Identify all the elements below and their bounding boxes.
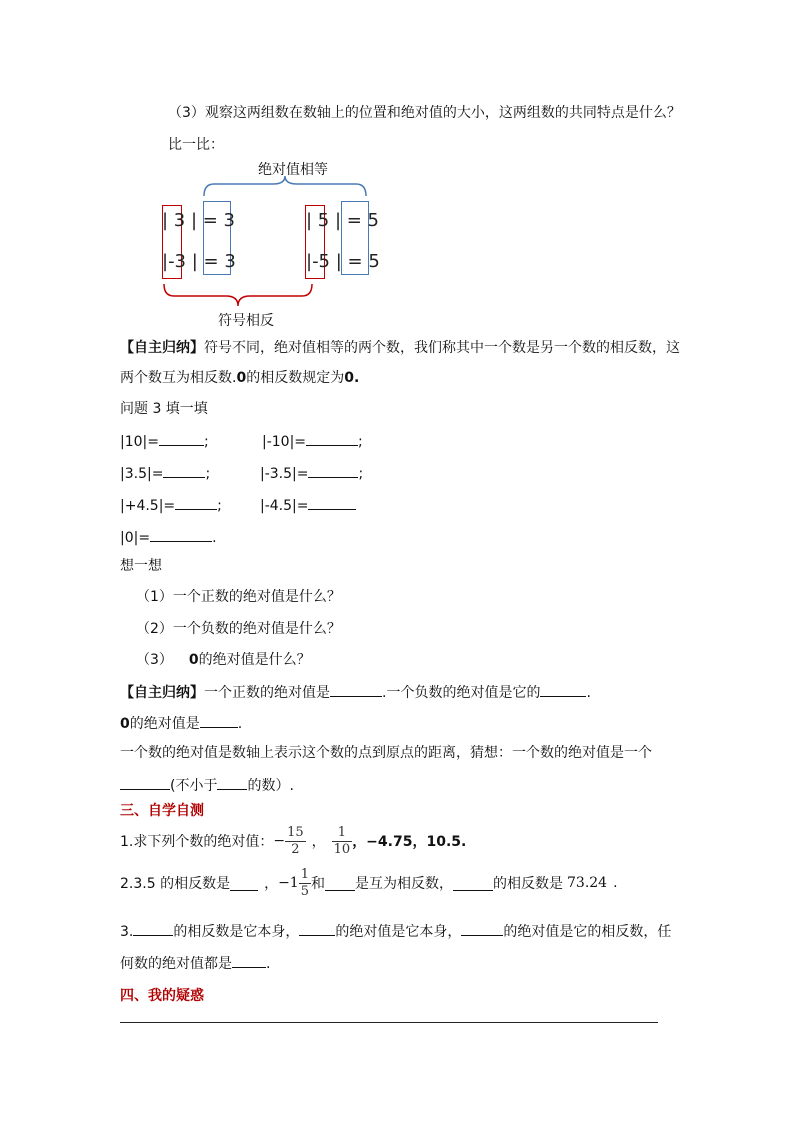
problem-3-title: 问题 3 填一填 — [120, 401, 208, 417]
numerator: 1 — [332, 825, 353, 842]
summary-1-end: 0. — [344, 370, 360, 386]
summary-2-zero-rest: 的绝对值是 — [129, 716, 200, 732]
q3-prefix: （3） — [136, 652, 173, 668]
distance-close: 的数）. — [247, 778, 294, 794]
answer-blank[interactable] — [133, 920, 173, 936]
answer-blank[interactable] — [299, 920, 335, 936]
numerator: 15 — [287, 824, 304, 840]
minus-sign: − — [273, 833, 286, 849]
item-2-value: 73.24 — [567, 875, 608, 891]
fill-row-3-right — [260, 494, 356, 516]
summary-1-line-1 — [120, 338, 680, 358]
answer-blank[interactable] — [217, 774, 247, 790]
summary-2-end: . — [237, 716, 243, 732]
fraction-15-2 — [285, 825, 306, 858]
semicolon: ; — [358, 434, 363, 450]
fill-label: |+4.5|= — [120, 498, 176, 514]
summary-1-zero: 0 — [236, 370, 247, 386]
comma: ， — [311, 834, 326, 850]
equation-abs-neg5: |-5 | = 5 — [306, 251, 380, 272]
item-2-prefix: 2.3.5 的相反数是 — [120, 876, 231, 892]
fill-row-4 — [120, 526, 217, 548]
item-2-end: . — [613, 875, 618, 891]
answer-blank[interactable] — [230, 875, 258, 891]
semicolon: ; — [203, 434, 209, 450]
item-1-rest: ，−4.75，10.5. — [352, 834, 467, 850]
think-question-2: （2）一个负数的绝对值是什么？ — [136, 621, 341, 637]
summary-1-line-2 — [120, 368, 359, 388]
top-brace — [200, 176, 370, 198]
summary-2-part-1: 一个正数的绝对值是 — [204, 685, 330, 701]
think-question-1: （1）一个正数的绝对值是什么？ — [136, 589, 341, 605]
answer-blank[interactable] — [306, 430, 358, 446]
distance-line-1: 一个数的绝对值是数轴上表示这个数的点到原点的距离，猜想：一个数的绝对值是一个 — [120, 745, 652, 761]
answer-blank[interactable] — [540, 681, 586, 697]
section-4-title: 四、我的疑惑 — [120, 988, 204, 1004]
answer-blank[interactable] — [159, 430, 204, 446]
mixed-number-whole: −1 — [278, 875, 299, 891]
fill-label: |-4.5|= — [260, 498, 309, 514]
self-test-item-1 — [120, 820, 466, 862]
self-test-item-3-line-2 — [120, 952, 270, 974]
fill-label: |10|= — [120, 434, 159, 450]
item-1-prefix: 1.求下列个数的绝对值： — [120, 834, 274, 850]
answer-blank[interactable] — [150, 526, 212, 542]
compare-label: 比一比： — [168, 137, 224, 153]
section-3-title: 三、自学自测 — [120, 803, 204, 819]
item-3-end: . — [266, 956, 271, 972]
answer-blank[interactable] — [308, 494, 356, 510]
numerator: 1 — [300, 866, 309, 882]
summary-2-line-1 — [120, 681, 591, 703]
answer-blank[interactable] — [175, 494, 217, 510]
item-2-opp: 的相反数是 — [493, 876, 563, 892]
fraction-1-5 — [299, 867, 311, 900]
fraction-1-10 — [332, 825, 353, 858]
q3-rest: 的绝对值是什么？ — [198, 652, 311, 668]
item-3-line-2: 何数的绝对值都是 — [120, 956, 232, 972]
summary-2-part-2: .一个负数的绝对值是它的 — [382, 685, 541, 701]
answer-blank[interactable] — [120, 774, 170, 790]
item-2-and: 和 — [311, 876, 325, 892]
fill-label: |-10|= — [262, 434, 307, 450]
fill-row-1-left — [120, 430, 209, 452]
answer-blank[interactable] — [163, 462, 205, 478]
think-title: 想一想 — [120, 558, 162, 574]
fill-row-2-left — [120, 462, 210, 484]
bottom-brace-label: 符号相反 — [218, 313, 274, 329]
answer-blank[interactable] — [330, 681, 382, 697]
equation-abs-neg3: |-3 | = 3 — [162, 251, 236, 272]
fill-label: |0|= — [120, 530, 151, 546]
self-test-item-2 — [120, 862, 618, 904]
answer-blank[interactable] — [461, 920, 503, 936]
item-3-a: 的相反数是它本身， — [173, 924, 300, 940]
fill-label: |-3.5|= — [260, 466, 309, 482]
think-question-3 — [136, 650, 311, 670]
summary-2-zero: 0 — [120, 716, 130, 732]
distance-open: (不小于 — [170, 778, 218, 794]
summary-1-text-2: 两个数互为相反数. — [120, 370, 237, 386]
bottom-brace — [160, 284, 318, 308]
denominator: 2 — [291, 841, 300, 857]
item-2-mutual: 是互为相反数， — [355, 876, 453, 892]
equation-abs-5: | 5 | = 5 — [306, 210, 380, 231]
distance-line-2 — [120, 774, 294, 796]
fill-row-1-right — [262, 430, 363, 452]
semicolon: ; — [358, 466, 364, 482]
fill-row-3-left — [120, 494, 222, 516]
self-test-item-3 — [120, 920, 671, 942]
item-3-b: 的绝对值是它本身， — [335, 924, 462, 940]
semicolon: ; — [205, 466, 211, 482]
answer-blank[interactable] — [232, 952, 266, 968]
answer-line[interactable] — [120, 1022, 658, 1023]
denominator: 5 — [300, 883, 309, 899]
summary-1-text-3: 的相反数规定为 — [246, 370, 345, 386]
summary-2-bracket: 【自主归纳】 — [120, 685, 204, 701]
equation-abs-3: | 3 | = 3 — [162, 210, 236, 231]
answer-blank[interactable] — [308, 462, 358, 478]
denominator: 10 — [333, 841, 351, 857]
comma: ， — [264, 876, 279, 892]
top-brace-label: 绝对值相等 — [258, 162, 328, 178]
semicolon: ; — [217, 498, 222, 514]
period: . — [212, 530, 217, 546]
q3-zero: 0 — [188, 652, 199, 668]
question-3-text: （3）观察这两组数在数轴上的位置和绝对值的大小，这两组数的共同特点是什么？ — [168, 105, 681, 121]
answer-blank[interactable] — [453, 875, 493, 891]
summary-2-part-3: . — [586, 685, 591, 701]
summary-1-bracket: 【自主归纳】 — [120, 340, 204, 356]
summary-1-text: 符号不同，绝对值相等的两个数，我们称其中一个数是另一个数的相反数，这 — [204, 340, 680, 356]
fill-label: |3.5|= — [120, 466, 164, 482]
answer-blank[interactable] — [200, 712, 238, 728]
item-3-c: 的绝对值是它的相反数，任 — [503, 924, 672, 940]
item-3-prefix: 3. — [120, 924, 134, 940]
fill-row-2-right — [260, 462, 363, 484]
summary-2-line-2 — [120, 712, 242, 734]
answer-blank[interactable] — [325, 875, 355, 891]
